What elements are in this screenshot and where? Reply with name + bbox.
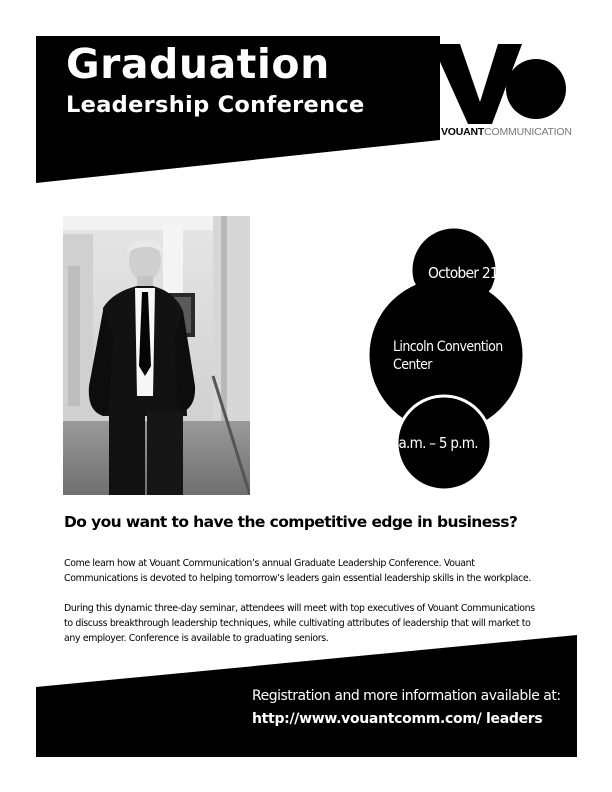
details-paragraph: During this dynamic three-day seminar, attendees will meet with top executives of Vouant Communications to discuss breakthrough leadership techniques, while cultivating attributes of leadership that will market to any employer. Conference is available to graduating seniors.	[64, 603, 535, 644]
intro-paragraph: Come learn how at Vouant Communication’s annual Graduate Leadership Conference. Vouant Communications is devoted to helping tomorrow’s leaders gain essential leadership skills in the workplace.	[64, 558, 531, 584]
logo-name-bold: VOUANT	[441, 126, 485, 138]
logo-name-light: COMMUNICATION	[484, 126, 572, 138]
event-date: October 21	[428, 264, 498, 282]
graduate-portrait-photo	[63, 216, 250, 495]
logo-wordmark	[441, 127, 572, 138]
event-venue: Lincoln Convention Center	[393, 339, 503, 373]
headline: Do you want to have the competitive edge in business?	[64, 513, 518, 531]
page-subtitle: Leadership Conference	[66, 92, 365, 118]
page-title: Graduation	[66, 40, 330, 88]
footer-banner	[0, 620, 612, 792]
footer-registration-text: Registration and more information available at:	[252, 688, 561, 704]
footer-url-link[interactable]: http://www.vouantcomm.com/ leaders	[252, 711, 543, 727]
event-time: 8 a.m. – 5 p.m.	[387, 434, 478, 452]
